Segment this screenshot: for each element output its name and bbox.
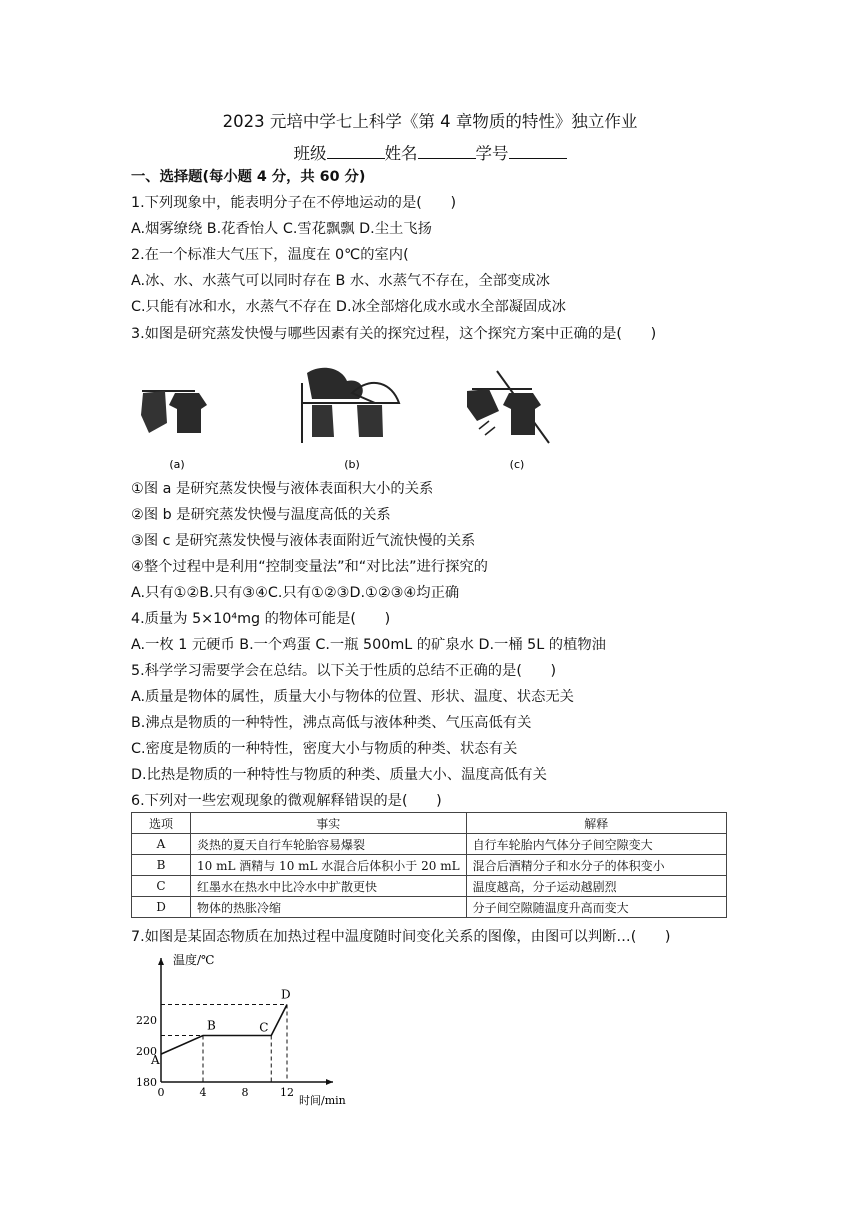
figure-c-shirt-icon	[503, 393, 541, 435]
table-cell: 10 mL 酒精与 10 mL 水混合后体积小于 20 mL	[191, 855, 467, 876]
name-label: 姓名	[384, 144, 418, 163]
q5-option-c: C.密度是物质的一种特性，密度大小与物质的种类、状态有关	[131, 741, 518, 757]
section-heading: 一、选择题(每小题 4 分，共 60 分)	[131, 169, 366, 185]
x-tick-label: 8	[241, 1086, 249, 1099]
figure-a-cloth-icon	[141, 391, 167, 433]
q6-table	[131, 812, 727, 918]
figure-c-label: (c)	[509, 458, 525, 471]
class-label: 班级	[293, 144, 327, 163]
x-tick-label: 4	[199, 1086, 207, 1099]
q2-options-1: A.冰、水、水蒸气可以同时存在 B 水、水蒸气不存在，全部变成冰	[131, 273, 550, 289]
point-label: C	[259, 1020, 269, 1035]
page-title: 2023 元培中学七上科学《第 4 章物质的特性》独立作业	[222, 112, 638, 131]
y-axis-label: 温度/℃	[173, 953, 215, 967]
table-cell: 混合后酒精分子和水分子的体积变小	[466, 855, 726, 876]
class-blank[interactable]	[327, 144, 385, 159]
q1-options: A.烟雾缭绕 B.花香怡人 C.雪花飘飘 D.尘土飞扬	[131, 221, 432, 237]
point-label: B	[207, 1018, 216, 1033]
table-cell: 炎热的夏天自行车轮胎容易爆裂	[191, 834, 467, 855]
table-cell: 红墨水在热水中比冷水中扩散更快	[191, 876, 467, 897]
figure-c	[467, 371, 549, 471]
table-cell: 温度越高，分子运动越剧烈	[466, 876, 726, 897]
q5-option-a: A.质量是物体的属性，质量大小与物体的位置、形状、温度、状态无关	[131, 689, 574, 705]
table-cell: C	[132, 876, 191, 897]
student-info-row	[0, 140, 860, 164]
table-cell: D	[132, 897, 191, 918]
table-cell: B	[132, 855, 191, 876]
x-axis-label: 时间/min	[299, 1094, 346, 1107]
q3-stem: 3.如图是研究蒸发快慢与哪些因素有关的探究过程，这个探究方案中正确的是( )	[131, 326, 657, 342]
q7-stem: 7.如图是某固态物质在加热过程中温度随时间变化关系的图像，由图可以判断…( )	[131, 929, 671, 945]
table-row	[132, 876, 727, 897]
y-axis-arrow-icon	[158, 958, 164, 965]
figure-b-cloth-right-icon	[357, 405, 383, 437]
q1-stem: 1.下列现象中，能表明分子在不停地运动的是( )	[131, 195, 457, 211]
y-tick-label: 180	[136, 1076, 157, 1089]
q3-figure	[137, 363, 557, 475]
q3-statement-2: ②图 b 是研究蒸发快慢与温度高低的关系	[131, 507, 391, 523]
id-label: 学号	[475, 144, 509, 163]
table-header-cell: 选项	[132, 813, 191, 834]
table-header-row	[132, 813, 727, 834]
q6-stem: 6.下列对一些宏观现象的微观解释错误的是( )	[131, 793, 442, 809]
figure-a	[141, 391, 207, 471]
q3-statement-1: ①图 a 是研究蒸发快慢与液体表面积大小的关系	[131, 481, 434, 497]
table-cell: 分子间空隙随温度升高而变大	[466, 897, 726, 918]
q5-stem: 5.科学学习需要学会在总结。以下关于性质的总结不正确的是( )	[131, 663, 557, 679]
table-header-cell: 解释	[466, 813, 726, 834]
q3-options: A.只有①②B.只有③④C.只有①②③D.①②③④均正确	[131, 585, 460, 601]
id-blank[interactable]	[509, 144, 567, 159]
x-tick-label: 12	[280, 1086, 294, 1099]
name-blank[interactable]	[418, 144, 476, 159]
q3-statement-3: ③图 c 是研究蒸发快慢与液体表面附近气流快慢的关系	[131, 533, 476, 549]
figure-c-cloth-icon	[467, 389, 499, 421]
q3-statement-4: ④整个过程中是利用“控制变量法”和“对比法”进行探究的	[131, 559, 488, 575]
q4-stem: 4.质量为 5×10⁴mg 的物体可能是( )	[131, 611, 391, 627]
figure-c-wind-icon	[479, 421, 489, 429]
table-row	[132, 855, 727, 876]
q7-chart	[131, 950, 361, 1110]
q2-options-2: C.只能有冰和水，水蒸气不存在 D.冰全部熔化成水或水全部凝固成冰	[131, 299, 566, 315]
table-cell: A	[132, 834, 191, 855]
table-header-cell: 事实	[191, 813, 467, 834]
table-row	[132, 834, 727, 855]
y-tick-label: 200	[136, 1045, 157, 1058]
figure-a-label: (a)	[169, 458, 185, 471]
point-label: D	[281, 987, 291, 1002]
point-label: A	[151, 1053, 160, 1068]
q2-stem: 2.在一个标准大气压下，温度在 0℃的室内(	[131, 247, 409, 263]
figure-a-shirt-icon	[169, 393, 207, 433]
table-cell: 物体的热胀冷缩	[191, 897, 467, 918]
x-tick-label: 0	[157, 1086, 165, 1099]
y-tick-label: 220	[136, 1014, 157, 1027]
figure-b-label: (b)	[344, 458, 360, 471]
q4-options: A.一枚 1 元硬币 B.一个鸡蛋 C.一瓶 500mL 的矿泉水 D.一桶 5L 的植物油	[131, 637, 606, 653]
table-cell: 自行车轮胎内气体分子间空隙变大	[466, 834, 726, 855]
x-axis-arrow-icon	[326, 1079, 333, 1085]
figure-b-cloth-left-icon	[312, 405, 334, 437]
q5-option-d: D.比热是物质的一种特性与物质的种类、质量大小、温度高低有关	[131, 767, 547, 783]
figure-b	[302, 368, 399, 471]
q5-option-b: B.沸点是物质的一种特性，沸点高低与液体种类、气压高低有关	[131, 715, 532, 731]
table-row	[132, 897, 727, 918]
